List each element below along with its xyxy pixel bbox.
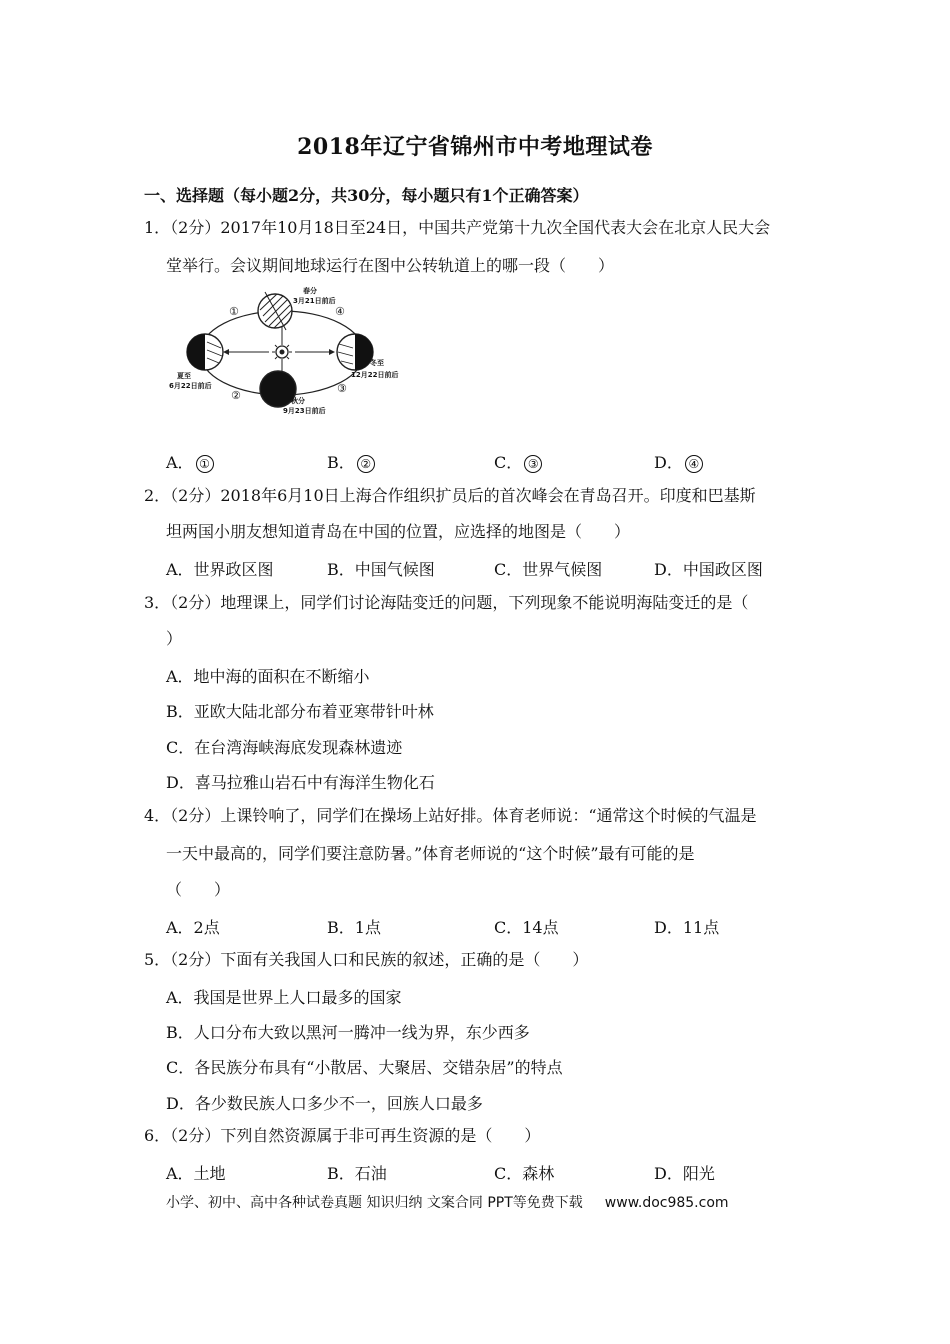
- label-spring-date: 3月21日前后: [293, 297, 336, 305]
- q5-option-b[interactable]: B．人口分布大致以黑河一腾冲一线为界，东少西多: [166, 1023, 530, 1042]
- q2-option-b[interactable]: B．中国气候图: [327, 560, 435, 579]
- q6-option-c[interactable]: C．森林: [494, 1164, 555, 1183]
- q3-option-b[interactable]: B．亚欧大陆北部分布着亚寒带针叶林: [166, 702, 434, 721]
- q4-option-a[interactable]: A．2点: [166, 918, 220, 937]
- marker-2: ②: [231, 389, 241, 402]
- label-summer: 夏至: [177, 372, 191, 380]
- q5-option-c[interactable]: C．各民族分布具有“小散居、大聚居、交错杂居”的特点: [166, 1058, 563, 1077]
- q6-option-d[interactable]: D．阳光: [654, 1164, 715, 1183]
- footer: [166, 1192, 729, 1212]
- section-heading: 一、选择题（每小题2分，共30分，每小题只有1个正确答案）: [144, 186, 589, 205]
- q3-option-d[interactable]: D．喜马拉雅山岩石中有海洋生物化石: [166, 773, 435, 792]
- question-2-stem-line2: 坦两国小朋友想知道青岛在中国的位置，应选择的地图是（ ）: [166, 522, 631, 541]
- q4-option-b[interactable]: B．1点: [327, 918, 381, 937]
- question-3-stem-line1: 3．（2分）地理课上，同学们讨论海陆变迁的问题，下列现象不能说明海陆变迁的是（: [144, 593, 749, 612]
- label-autumn-date: 9月23日前后: [283, 407, 326, 415]
- earth-winter-icon: [337, 334, 373, 370]
- label-spring: 春分: [303, 287, 317, 295]
- footer-text: 小学、初中、高中各种试卷真题 知识归纳 文案合同 PPT等免费下载: [166, 1195, 583, 1211]
- q5-option-d[interactable]: D．各少数民族人口多少不一，回族人口最多: [166, 1094, 483, 1113]
- question-5-stem-line1: 5．（2分）下面有关我国人口和民族的叙述，正确的是（ ）: [144, 950, 589, 969]
- sun-icon: [272, 342, 292, 362]
- q1-option-c[interactable]: C． ③: [494, 450, 542, 473]
- q2-option-a[interactable]: A．世界政区图: [166, 560, 274, 579]
- question-2-stem-line1: 2．（2分）2018年6月10日上海合作组织扩员后的首次峰会在青岛召开。印度和巴基斯: [144, 486, 756, 505]
- marker-1: ①: [229, 305, 239, 318]
- q5-option-a[interactable]: A．我国是世界上人口最多的国家: [166, 988, 402, 1007]
- label-summer-date: 6月22日前后: [169, 382, 212, 390]
- earth-spring-icon: [258, 292, 292, 330]
- q1-option-a[interactable]: A． ①: [166, 450, 214, 473]
- label-winter-date: 12月22日前后: [351, 371, 399, 379]
- question-4-stem-line2: 一天中最高的，同学们要注意防暑。”体育老师说的“这个时候”最有可能的是: [166, 844, 695, 863]
- question-1-stem-line2: 堂举行。会议期间地球运行在图中公转轨道上的哪一段（ ）: [166, 256, 615, 275]
- question-6-stem-line1: 6．（2分）下列自然资源属于非可再生资源的是（ ）: [144, 1126, 541, 1145]
- label-autumn: 秋分: [291, 397, 305, 405]
- question-4-stem-line3: （ ）: [166, 880, 231, 899]
- q6-option-b[interactable]: B．石油: [327, 1164, 387, 1183]
- marker-4: ④: [335, 305, 345, 318]
- label-winter: 冬至: [370, 359, 384, 367]
- q6-option-a[interactable]: A．土地: [166, 1164, 226, 1183]
- footer-url[interactable]: www.doc985.com: [604, 1195, 729, 1211]
- marker-3: ③: [337, 382, 347, 395]
- q1-option-d[interactable]: D． ④: [654, 450, 703, 473]
- q1-option-b[interactable]: B． ②: [327, 450, 375, 473]
- question-3-stem-line2: ）: [166, 629, 183, 648]
- q2-option-d[interactable]: D．中国政区图: [654, 560, 763, 579]
- q4-option-d[interactable]: D．11点: [654, 918, 720, 937]
- q3-option-c[interactable]: C．在台湾海峡海底发现森林遗迹: [166, 738, 403, 757]
- q2-option-c[interactable]: C．世界气候图: [494, 560, 603, 579]
- question-4-stem-line1: 4．（2分）上课铃响了，同学们在操场上站好排。体育老师说：“通常这个时候的气温是: [144, 806, 757, 825]
- page-title: 2018年辽宁省锦州市中考地理试卷: [297, 134, 653, 160]
- q3-option-a[interactable]: A．地中海的面积在不断缩小: [166, 667, 370, 686]
- earth-orbit-diagram: [165, 282, 425, 420]
- q4-option-c[interactable]: C．14点: [494, 918, 559, 937]
- earth-summer-icon: [187, 334, 223, 370]
- question-1-stem-line1: 1．（2分）2017年10月18日至24日，中国共产党第十九次全国代表大会在北京人民大会: [144, 218, 771, 237]
